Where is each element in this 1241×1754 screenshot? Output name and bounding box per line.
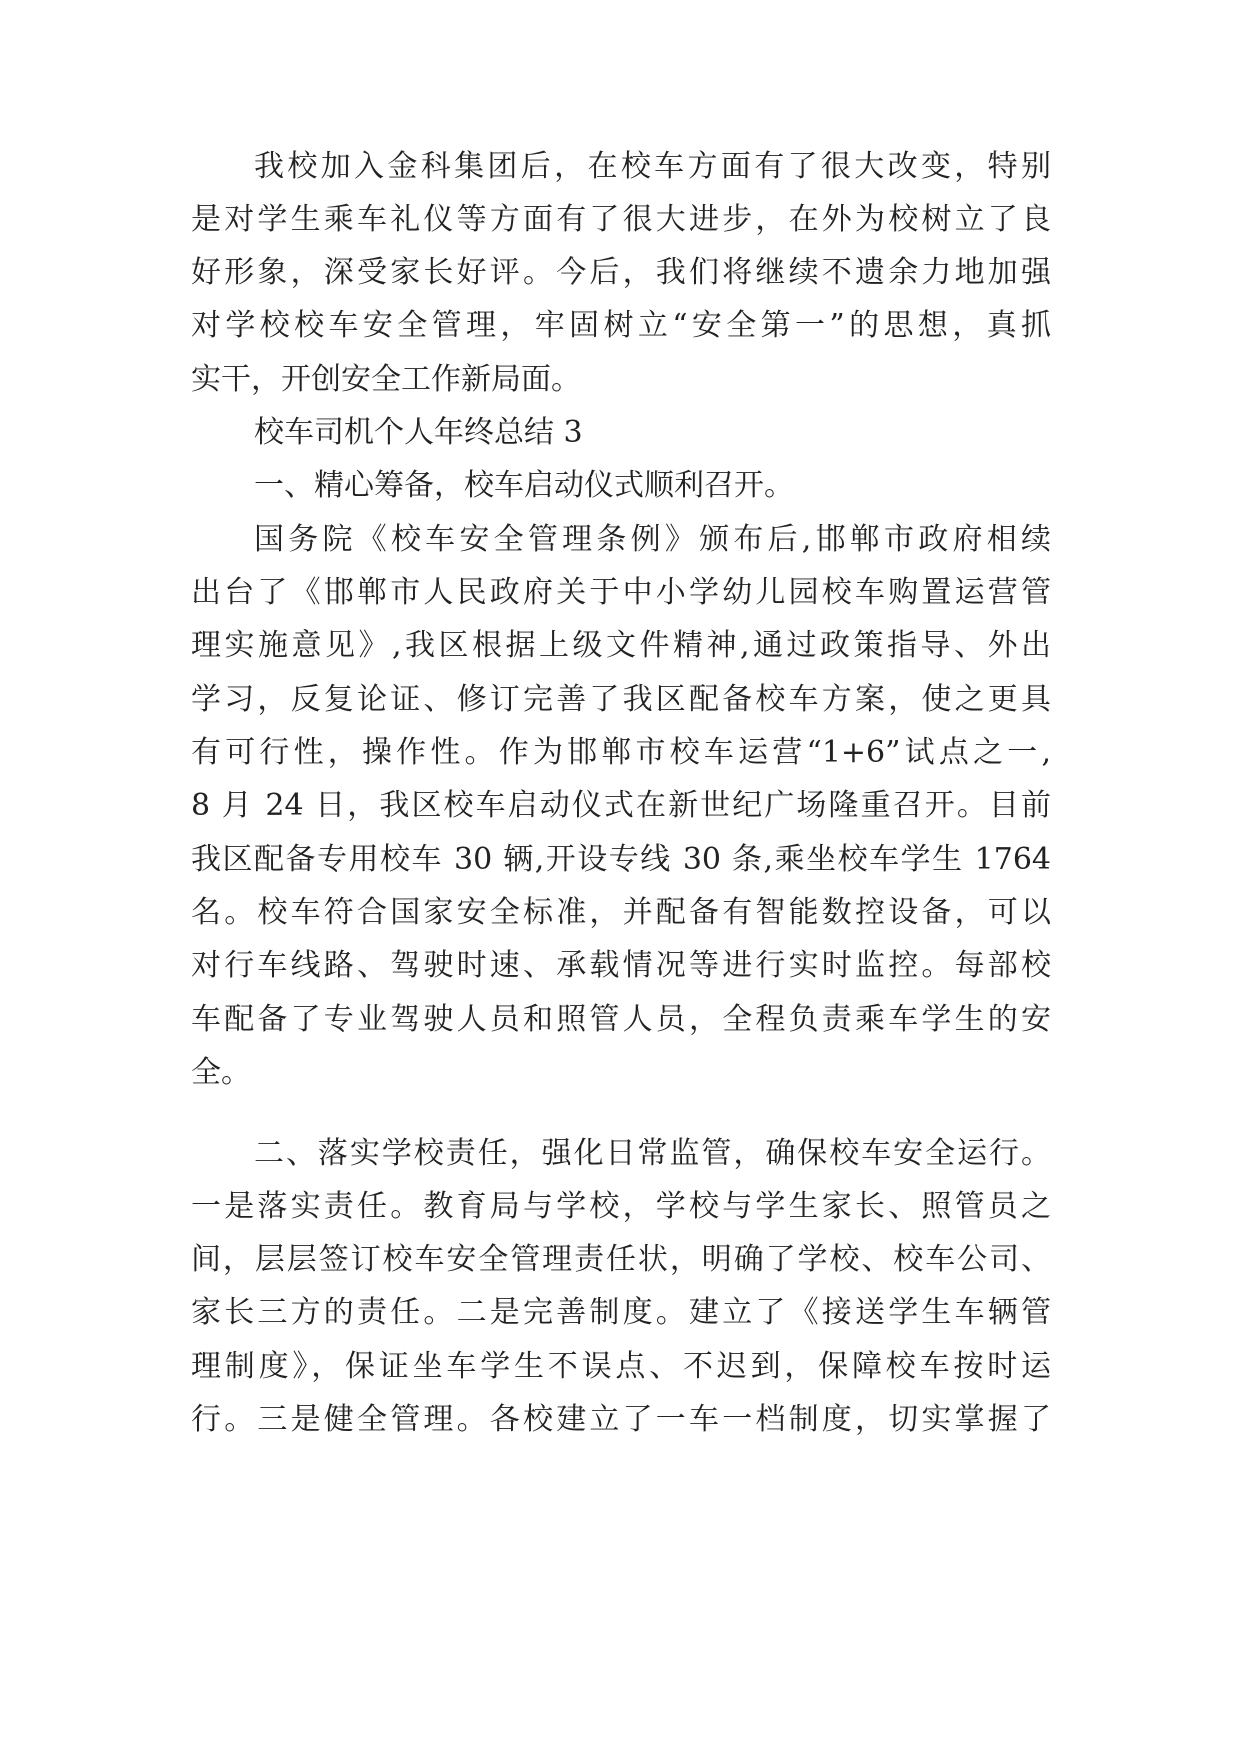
text-line: 好形象，深受家长好评。今后，我们将继续不遗余力地加强 [191,255,1051,290]
text-line: 我区配备专用校车 30 辆,开设专线 30 条,乘坐校车学生 1764 [191,842,1051,877]
text-line: 家长三方的责任。二是完善制度。建立了《接送学生车辆管 [191,1295,1051,1330]
section-heading: 一、精心筹备，校车启动仪式顺利召开。 [254,468,794,503]
text-line: 对学校校车安全管理，牢固树立“安全第一”的思想，真抓 [191,308,1051,343]
text-line: 车配备了专业驾驶人员和照管人员，全程负责乘车学生的安 [191,1002,1051,1037]
text-line: 理制度》，保证坐车学生不误点、不迟到，保障校车按时运 [191,1349,1051,1384]
text-line: 实干，开创安全工作新局面。 [191,362,581,397]
text-line: 全。 [191,1055,251,1090]
text-line: 出台了《邯郸市人民政府关于中小学幼儿园校车购置运营管 [191,575,1051,610]
text-line: 是对学生乘车礼仪等方面有了很大进步，在外为校树立了良 [191,202,1051,237]
text-line: 8 月 24 日，我区校车启动仪式在新世纪广场隆重召开。目前 [191,788,1051,823]
text-line: 国务院《校车安全管理条例》颁布后,邯郸市政府相续 [254,522,1051,557]
text-line: 有可行性，操作性。作为邯郸市校车运营“1+6”试点之一, [191,735,1051,770]
section-heading: 二、落实学校责任，强化日常监管，确保校车安全运行。 [254,1136,1051,1171]
text-line: 名。校车符合国家安全标准，并配备有智能数控设备，可以 [191,895,1051,930]
text-line: 我校加入金科集团后，在校车方面有了很大改变，特别 [254,149,1051,184]
text-line: 行。三是健全管理。各校建立了一车一档制度，切实掌握了 [191,1402,1051,1437]
text-line: 一是落实责任。教育局与学校，学校与学生家长、照管员之 [191,1189,1051,1224]
text-line: 理实施意见》,我区根据上级文件精神,通过政策指导、外出 [191,628,1051,663]
section-title: 校车司机个人年终总结 3 [254,415,583,450]
text-line: 学习，反复论证、修订完善了我区配备校车方案，使之更具 [191,682,1051,717]
text-line: 间，层层签订校车安全管理责任状，明确了学校、校车公司、 [191,1242,1051,1277]
text-line: 对行车线路、驾驶时速、承载情况等进行实时监控。每部校 [191,948,1051,983]
